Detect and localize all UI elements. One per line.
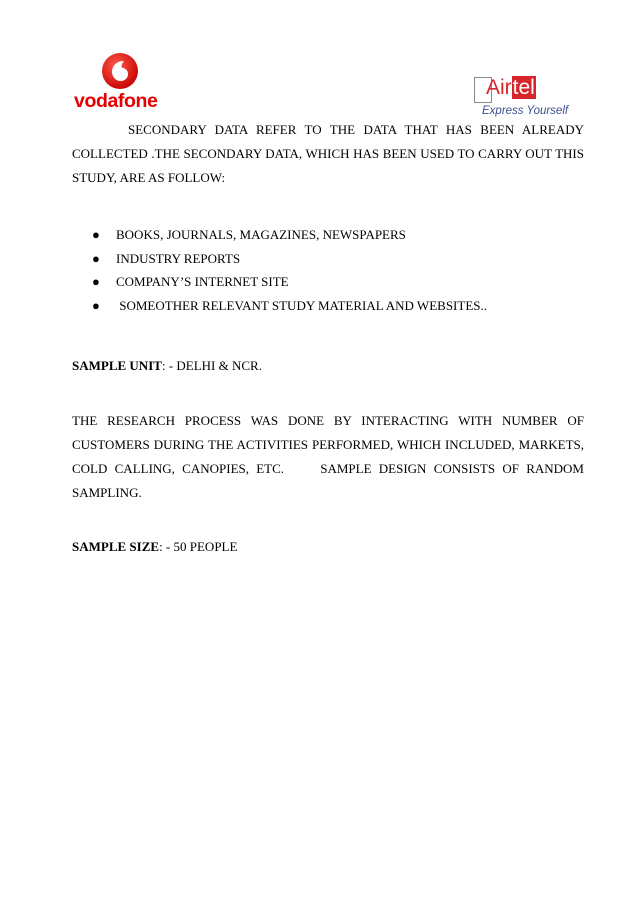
airtel-wordmark-prefix: Air: [486, 76, 512, 99]
list-item-text: SOMEOTHER RELEVANT STUDY MATERIAL AND WEBSITES..: [116, 297, 487, 313]
list-item: [92, 247, 487, 271]
airtel-wordmark-highlight: tel: [512, 76, 535, 99]
vodafone-logo: [74, 52, 170, 116]
research-process-paragraph: [72, 409, 584, 505]
paragraph-line-text: SECONDARY DATA REFER TO THE DATA THAT HAS BEEN ALREADY: [128, 122, 584, 137]
list-item: [92, 294, 487, 318]
bullet-icon: ●: [92, 227, 100, 242]
bullet-icon: ●: [92, 250, 100, 266]
paragraph-line: CUSTOMERS DURING THE ACTIVITIES PERFORMED, WHICH INCLUDED, MARKETS,: [72, 437, 584, 452]
secondary-data-paragraph: [72, 118, 584, 190]
vodafone-wordmark: vodafone: [74, 90, 158, 112]
paragraph-line: COLD CALLING, CANOPIES, ETC. SAMPLE DESIGN CONSISTS OF RANDOM: [72, 461, 584, 476]
sample-unit-line: [72, 356, 262, 376]
list-item-text: INDUSTRY REPORTS: [116, 250, 241, 266]
list-item: [92, 223, 487, 247]
sample-unit-value: : - DELHI & NCR.: [161, 358, 262, 373]
bullet-icon: ●: [92, 297, 100, 313]
airtel-logo: [474, 77, 574, 123]
sample-size-line: [72, 537, 237, 557]
sample-unit-label: SAMPLE UNIT: [72, 358, 162, 373]
paragraph-line: SAMPLING.: [72, 485, 142, 500]
paragraph-line: THE RESEARCH PROCESS WAS DONE BY INTERACTING WITH NUMBER OF: [72, 413, 584, 428]
bullet-icon: ●: [92, 274, 100, 289]
paragraph-line: COLLECTED .THE SECONDARY DATA, WHICH HAS BEEN USED TO CARRY OUT THIS: [72, 146, 584, 161]
sample-size-value: : - 50 PEOPLE: [159, 539, 238, 554]
source-list: [92, 223, 487, 317]
airtel-wordmark: [486, 76, 536, 100]
sample-size-label: SAMPLE SIZE: [72, 539, 160, 554]
airtel-tagline: Express Yourself: [482, 105, 569, 117]
paragraph-line: STUDY, ARE AS FOLLOW:: [72, 170, 226, 185]
paragraph-line: [72, 118, 584, 142]
list-item-text: COMPANY’S INTERNET SITE: [116, 274, 289, 289]
list-item-text: BOOKS, JOURNALS, MAGAZINES, NEWSPAPERS: [116, 227, 406, 242]
list-item: [92, 270, 487, 294]
vodafone-speechmark-icon: [101, 52, 139, 90]
